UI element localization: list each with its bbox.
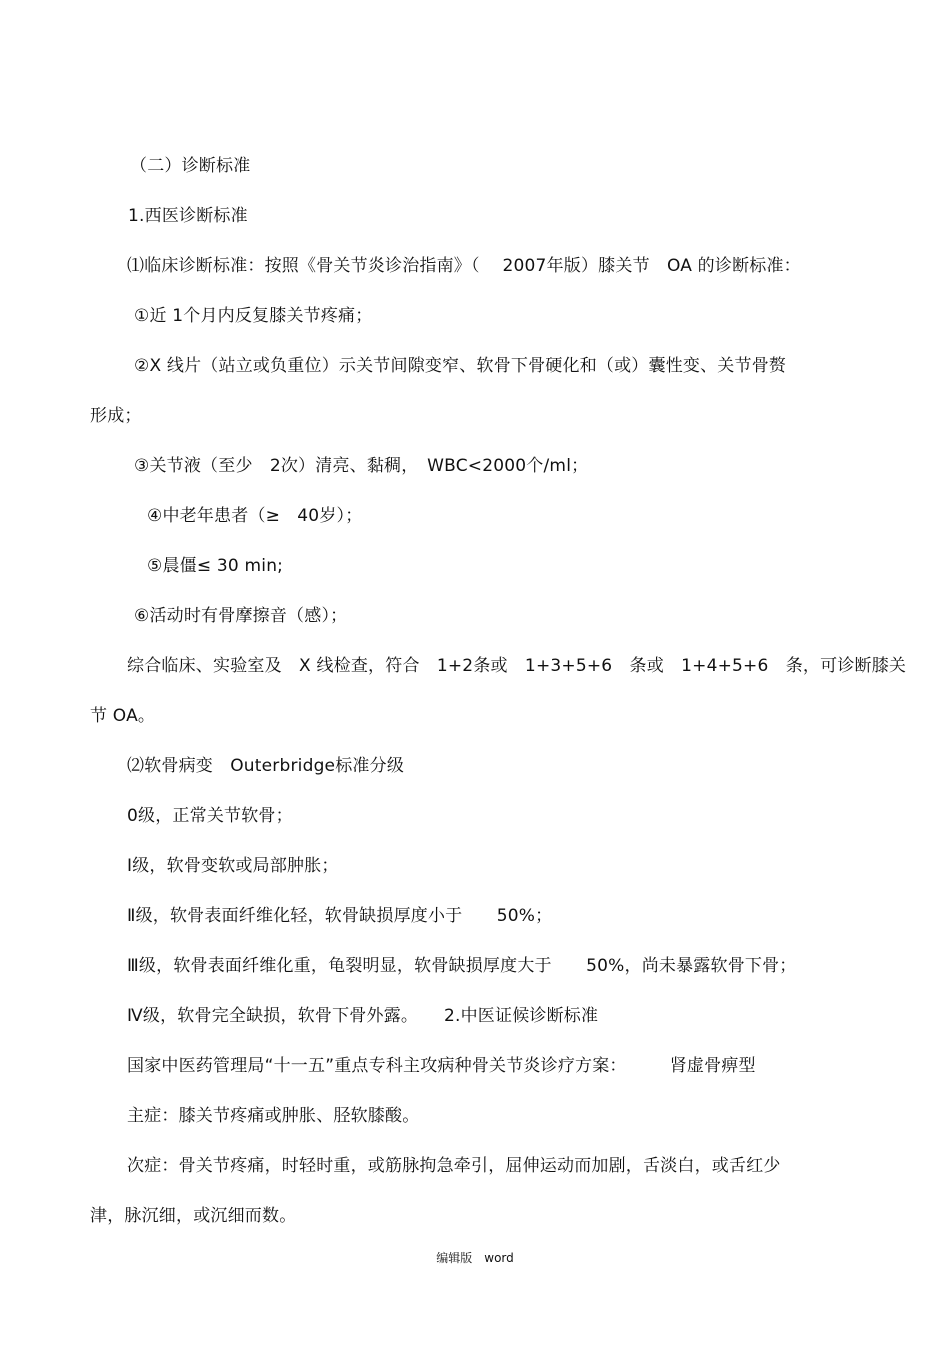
page-footer: 编辑版 word <box>436 1251 514 1265</box>
secondary-symptom-line: 次症：骨关节疼痛，时轻时重，或筋脉拘急牵引，屈伸运动而加剧，舌淡白，或舌红少 <box>127 1156 781 1176</box>
secondary-symptom-continuation: 津，脉沉细，或沉细而数。 <box>90 1206 297 1226</box>
grade-item-4: Ⅳ级，软骨完全缺损，软骨下骨外露。 2.中医证候诊断标准 <box>127 1006 599 1026</box>
paragraph-line: 综合临床、实验室及 X 线检查，符合 1+2条或 1+3+5+6 条或 1+4+5+6 条，可诊断膝关 <box>127 656 907 676</box>
grade-item-0: 0级，正常关节软骨； <box>127 806 293 826</box>
paragraph-line: ⑴临床诊断标准：按照《骨关节炎诊治指南》（ 2007年版）膝关节 OA 的诊断标准： <box>127 256 801 276</box>
criterion-item-3: ③关节液（至少 2次）清亮、黏稠， WBC<2000个/ml； <box>134 456 589 476</box>
criterion-item-4: ④中老年患者（≥ 40岁）； <box>147 506 363 526</box>
paragraph-line-continuation: 节 OA。 <box>90 706 156 726</box>
subheading-cartilage-grading: ⑵软骨病变 Outerbridge标准分级 <box>127 756 405 776</box>
main-symptom-line: 主症：膝关节疼痛或肿胀、胫软膝酸。 <box>127 1106 420 1126</box>
criterion-item-5: ⑤晨僵≤ 30 min; <box>147 556 284 576</box>
criterion-item-2-continuation: 形成； <box>90 406 142 426</box>
paragraph-line: 国家中医药管理局“十一五”重点专科主攻病种骨关节炎诊疗方案： 肾虚骨痹型 <box>127 1056 756 1076</box>
grade-item-2: Ⅱ级，软骨表面纤维化轻，软骨缺损厚度小于 50%； <box>127 906 553 926</box>
subheading-western-criteria: 1.西医诊断标准 <box>128 206 248 226</box>
criterion-item-6: ⑥活动时有骨摩擦音（感）； <box>134 606 348 626</box>
section-heading-diagnosis: （二）诊断标准 <box>130 156 251 176</box>
grade-item-3: Ⅲ级，软骨表面纤维化重，龟裂明显，软骨缺损厚度大于 50%，尚未暴露软骨下骨； <box>127 956 797 976</box>
criterion-item-1: ①近 1个月内反复膝关节疼痛； <box>134 306 373 326</box>
criterion-item-2: ②X 线片（站立或负重位）示关节间隙变窄、软骨下骨硬化和（或）囊性变、关节骨赘 <box>134 356 787 376</box>
grade-item-1: Ⅰ级，软骨变软或局部肿胀； <box>127 856 339 876</box>
